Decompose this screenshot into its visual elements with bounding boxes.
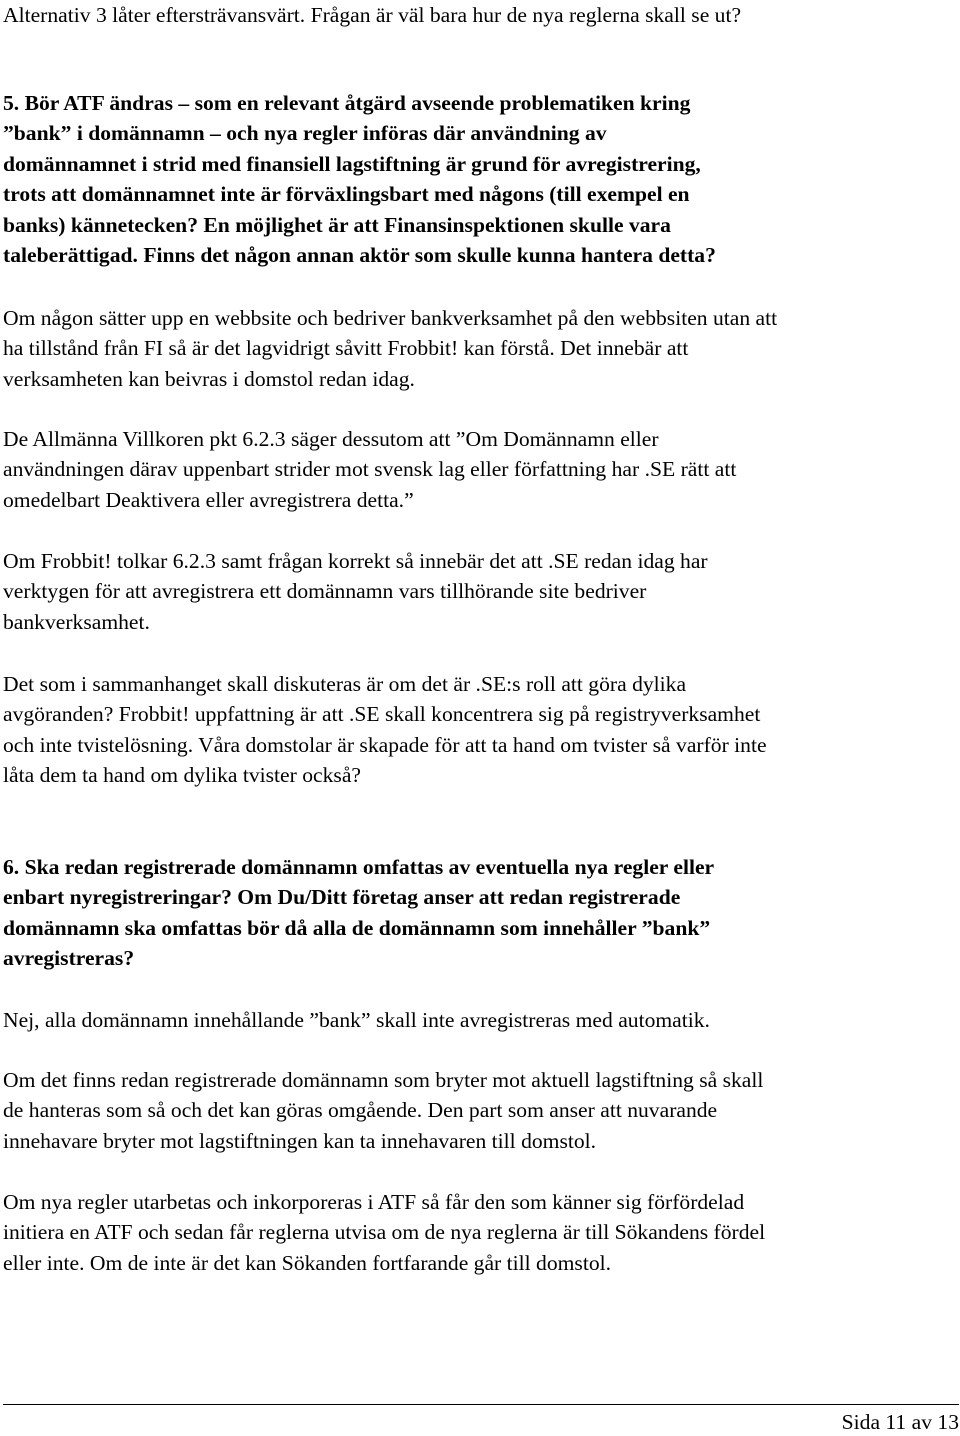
text-line: domännamnet i strid med finansiell lagstiftning är grund för avregistrering, [3, 151, 701, 176]
text-line: avgöranden? Frobbit! uppfattning är att .SE skall koncentrera sig på registryverksamhet [3, 702, 761, 727]
text-line: enbart nyregistreringar? Om Du/Ditt företag anser att redan registrerade [3, 885, 681, 910]
answer-5-paragraph [3, 546, 708, 637]
text-line: Om Frobbit! tolkar 6.2.3 samt frågan korrekt så innebär det att .SE redan idag har [3, 549, 708, 573]
text-line: bankverksamhet. [3, 609, 150, 634]
text-line: användningen därav uppenbart strider mot svensk lag eller författning har .SE rätt att [3, 457, 737, 482]
text-line: de hanteras som så och det kan göras omgående. Den part som anser att nuvarande [3, 1098, 718, 1123]
text-line: och inte tvistelösning. Våra domstolar är skapade för att ta hand om tvister så varför inte [3, 732, 767, 757]
text-line: Det som i sammanhanget skall diskuteras är om det är .SE:s roll att göra dylika [3, 672, 687, 696]
text-line: domännamn ska omfattas bör då alla de domännamn som innehåller ”bank” [3, 915, 711, 940]
text-line: De Allmänna Villkoren pkt 6.2.3 säger dessutom att ”Om Domännamn eller [3, 427, 659, 451]
text-line: omedelbart Deaktivera eller avregistrera detta.” [3, 487, 414, 512]
question-5-heading [3, 88, 716, 270]
intro-paragraph [3, 0, 741, 30]
text-line: Alternativ 3 låter eftersträvansvärt. Frågan är väl bara hur de nya reglerna skall se ut? [3, 3, 742, 27]
footer-divider [3, 1404, 959, 1405]
text-line: taleberättigad. Finns det någon annan aktör som skulle kunna hantera detta? [3, 243, 716, 268]
text-line: ha tillstånd från FI så är det lagvidrigt såvitt Frobbit! kan förstå. Det innebär att [3, 336, 689, 361]
text-line: eller inte. Om de inte är det kan Sökanden fortfarande går till domstol. [3, 1250, 612, 1275]
answer-6-paragraph [3, 1065, 763, 1156]
text-line: trots att domännamnet inte är förväxlingsbart med någons (till exempel en [3, 182, 690, 207]
text-line: verksamheten kan beivras i domstol redan idag. [3, 366, 415, 391]
answer-5-paragraph [3, 669, 767, 791]
answer-5-paragraph [3, 303, 777, 394]
text-line: initiera en ATF och sedan får reglerna utvisa om de nya reglerna är till Sökandens fördel [3, 1220, 766, 1245]
text-line: 5. Bör ATF ändras – som en relevant åtgärd avseende problematiken kring [3, 91, 691, 115]
text-line: verktygen för att avregistrera ett domännamn vars tillhörande site bedriver [3, 579, 647, 604]
text-line: Om det finns redan registrerade domännamn som bryter mot aktuell lagstiftning så skall [3, 1068, 764, 1092]
text-line: innehavare bryter mot lagstiftningen kan ta innehavaren till domstol. [3, 1128, 597, 1153]
document-page [3, 0, 959, 1436]
text-line: avregistreras? [3, 946, 135, 971]
answer-5-paragraph [3, 424, 736, 515]
text-line: 6. Ska redan registrerade domännamn omfattas av eventuella nya regler eller [3, 855, 715, 879]
page-number: Sida 11 av 13 [841, 1410, 959, 1434]
text-line: ”bank” i domännamn – och nya regler införas där användning av [3, 121, 607, 146]
text-line: låta dem ta hand om dylika tvister också? [3, 763, 361, 788]
text-line: banks) kännetecken? En möjlighet är att Finansinspektionen skulle vara [3, 212, 671, 237]
text-line: Om någon sätter upp en webbsite och bedriver bankverksamhet på den webbsiten utan att [3, 306, 778, 330]
text-line: Nej, alla domännamn innehållande ”bank” skall inte avregistreras med automatik. [3, 1008, 710, 1032]
answer-6-paragraph [3, 1187, 765, 1278]
text-line: Om nya regler utarbetas och inkorporeras i ATF så får den som känner sig förfördelad [3, 1190, 745, 1214]
answer-6-paragraph [3, 1005, 710, 1035]
question-6-heading [3, 852, 714, 974]
